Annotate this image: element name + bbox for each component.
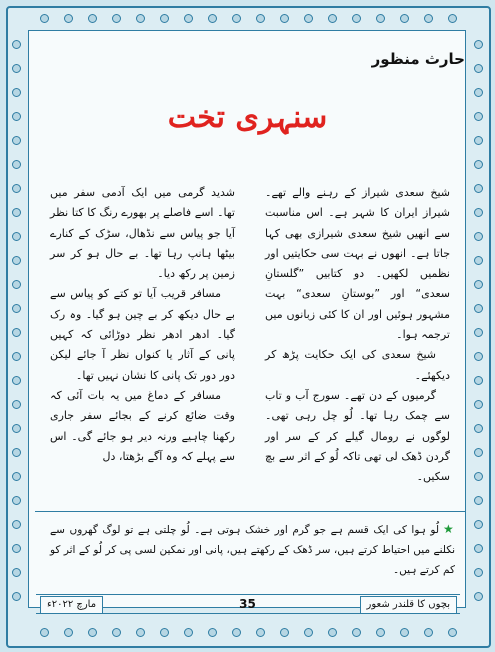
binder-ring — [474, 448, 483, 457]
binder-ring — [12, 160, 21, 169]
binder-ring — [474, 472, 483, 481]
magazine-name: بچوں کا قلندر شعور — [360, 596, 457, 614]
binder-ring — [474, 280, 483, 289]
paragraph: شدید گرمی میں ایک آدمی سفر میں تھا۔ اسے فاصلے پر بھورے رنگ کا کتا نظر آیا جو پیاس سے نڈھال، سڑک کے کنارے بیٹھا ہانپ رہا تھا۔ بے حال ہو کر سر زمین پر رکھ دیا۔ — [50, 186, 235, 281]
binder-ring — [400, 14, 409, 23]
binder-ring — [12, 88, 21, 97]
binder-ring — [424, 628, 433, 637]
text-column-right — [265, 183, 450, 487]
binder-ring — [88, 628, 97, 637]
binder-ring — [12, 184, 21, 193]
binder-ring — [304, 628, 313, 637]
binder-ring — [256, 628, 265, 637]
binder-ring — [136, 628, 145, 637]
binder-ring — [12, 232, 21, 241]
binder-ring — [12, 328, 21, 337]
binder-ring — [12, 376, 21, 385]
binder-ring — [232, 14, 241, 23]
binder-ring — [12, 544, 21, 553]
binder-ring — [474, 160, 483, 169]
binder-ring — [64, 628, 73, 637]
binder-ring — [474, 328, 483, 337]
binder-ring — [474, 568, 483, 577]
binder-ring — [136, 14, 145, 23]
binder-ring — [184, 628, 193, 637]
binder-ring — [474, 496, 483, 505]
binder-ring — [474, 184, 483, 193]
page-number: 35 — [239, 597, 256, 611]
binder-ring — [12, 352, 21, 361]
binder-ring — [112, 14, 121, 23]
binder-ring — [328, 14, 337, 23]
binder-ring — [474, 40, 483, 49]
binder-ring — [474, 88, 483, 97]
paragraph: مسافر کے دماغ میں یہ بات آئی کہ وقت ضائع کرنے کے بجائے سفر جاری رکھنا چاہیے ورنہ دیر ہو جائے گی۔ اس سے پہلے کہ وہ آگے بڑھتا، دل — [50, 388, 235, 463]
paragraph: شیخ سعدی کی ایک حکایت پڑھ کر دیکھئے۔ — [265, 348, 450, 382]
binder-ring — [328, 628, 337, 637]
binder-ring — [12, 40, 21, 49]
binder-ring — [352, 14, 361, 23]
binder-ring — [474, 64, 483, 73]
binder-ring — [280, 628, 289, 637]
binder-ring — [474, 424, 483, 433]
binder-ring — [160, 14, 169, 23]
binder-ring — [184, 14, 193, 23]
binder-ring — [448, 14, 457, 23]
binder-ring — [232, 628, 241, 637]
footnote-text: لُو ہوا کی ایک قسم ہے جو گرم اور خشک ہوتی ہے۔ لُو چلتی ہے تو لوگ گھروں سے نکلنے میں احتیاط کرتے ہیں، سر ڈھک کے رکھتے ہیں، پانی اور نمکین لسی پی کر لُو کے اثر کو کم کرتے ہیں۔ — [50, 524, 455, 576]
binder-ring — [474, 136, 483, 145]
binder-ring — [474, 544, 483, 553]
footnote-divider — [35, 511, 465, 512]
star-icon: ★ — [443, 522, 455, 536]
binder-ring — [474, 352, 483, 361]
paragraph: گرمیوں کے دن تھے۔ سورج آب و تاب سے چمک رہا تھا۔ لُو چل رہی تھی۔ لوگوں نے رومال گیلے کر کے سر اور گردن ڈھک لی تھی تاکہ لُو کے اثر سے بچ سکیں۔ — [265, 388, 450, 484]
binder-ring — [474, 376, 483, 385]
binder-ring — [112, 628, 121, 637]
binder-ring — [12, 448, 21, 457]
binder-ring — [12, 64, 21, 73]
author-name: حارث منظور — [371, 50, 465, 68]
binder-ring — [376, 628, 385, 637]
binder-ring — [12, 520, 21, 529]
binder-ring — [88, 14, 97, 23]
binder-ring — [12, 304, 21, 313]
binder-ring — [12, 400, 21, 409]
binder-ring — [376, 14, 385, 23]
binder-ring — [352, 628, 361, 637]
binder-ring — [40, 628, 49, 637]
binder-ring — [64, 14, 73, 23]
binder-ring — [474, 520, 483, 529]
binder-ring — [474, 400, 483, 409]
binder-ring — [160, 628, 169, 637]
binder-ring — [474, 208, 483, 217]
binder-ring — [12, 472, 21, 481]
binder-ring — [12, 256, 21, 265]
binder-ring — [256, 14, 265, 23]
binder-ring — [424, 14, 433, 23]
binder-ring — [474, 232, 483, 241]
text-column-left — [50, 183, 235, 467]
binder-ring — [12, 136, 21, 145]
issue-date: مارچ ۲۰۲۲ء — [40, 596, 103, 614]
binder-ring — [12, 208, 21, 217]
binder-ring — [12, 568, 21, 577]
footnote — [50, 519, 455, 580]
binder-ring — [40, 14, 49, 23]
binder-ring — [304, 14, 313, 23]
paragraph: مسافر قریب آیا تو کتے کو پیاس سے بے حال دیکھ کر بے چین ہو گیا۔ وہ رک گیا۔ ادھر ادھر نظر دوڑائی کہ کہیں پانی کے آثار یا کنواں نظر آ جائے لیکن دور دور تک پانی کا نشان نہیں تھا۔ — [50, 287, 235, 382]
binder-ring — [12, 280, 21, 289]
story-title: سنہری تخت — [167, 100, 328, 135]
binder-ring — [12, 496, 21, 505]
paragraph: شیخ سعدی شیراز کے رہنے والے تھے۔ شیراز ایران کا شہر ہے۔ اس مناسبت سے انھیں شیخ سعدی شیرازی بھی کہا جاتا ہے۔ انھوں نے بہت سی حکایتیں اور نظمیں لکھیں۔ دو کتابیں ”گلستانِ سعدی“ اور ”بوستانِ سعدی“ بہت مشہور ہوئیں اور ان کا کئی زبانوں میں ترجمہ ہوا۔ — [265, 186, 450, 342]
binder-ring — [474, 256, 483, 265]
binder-ring — [474, 304, 483, 313]
binder-ring — [12, 424, 21, 433]
binder-ring — [448, 628, 457, 637]
binder-ring — [208, 628, 217, 637]
binder-ring — [208, 14, 217, 23]
binder-ring — [400, 628, 409, 637]
binder-ring — [280, 14, 289, 23]
